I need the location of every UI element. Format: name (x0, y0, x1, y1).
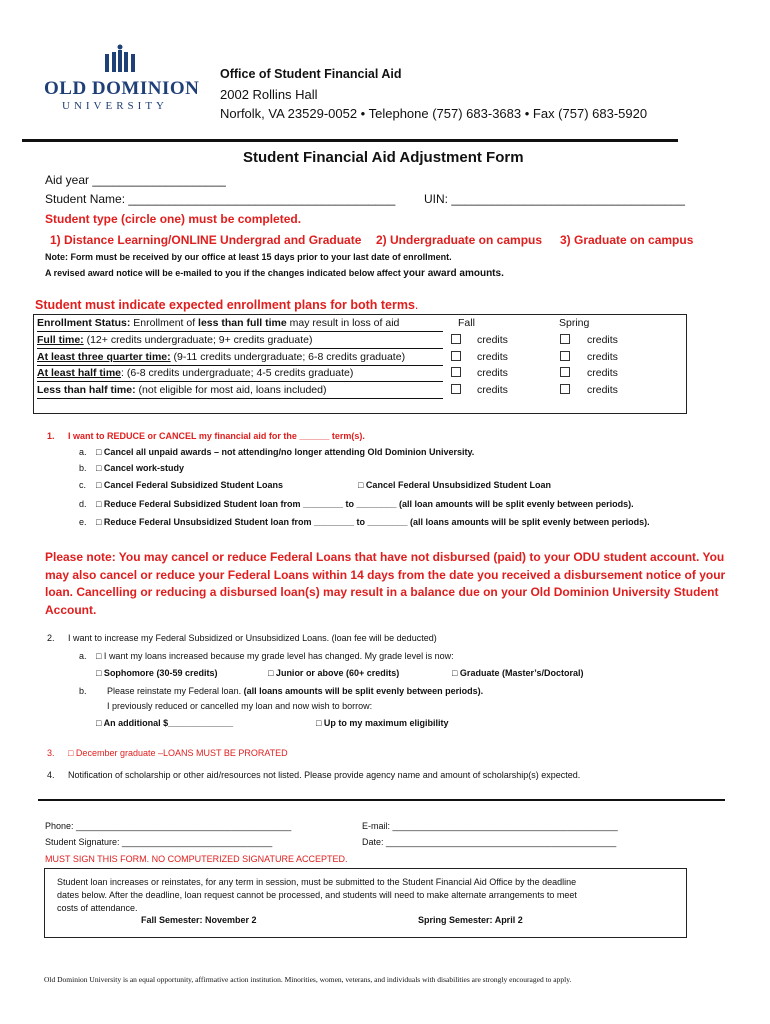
sophomore-option[interactable]: □ Sophomore (30-59 credits) (96, 668, 218, 678)
deadline-line-3: costs of attendance. (57, 903, 138, 913)
spring-column-header: Spring (559, 317, 590, 329)
signature-field[interactable]: Student Signature: ______________________________ (45, 837, 273, 847)
item-1e-letter: e. (79, 517, 87, 527)
item-4-number: 4. (47, 770, 55, 780)
item-1d-letter: d. (79, 499, 87, 509)
max-eligibility-option[interactable]: □ Up to my maximum eligibility (316, 718, 449, 728)
item-1a-letter: a. (79, 447, 87, 457)
reinstate-loan-text: Please reinstate my Federal loan. (all loans amounts will be split evenly between periods). (107, 686, 484, 696)
enrollment-row-three-quarter: At least three quarter time: (9-11 credits undergraduate; 6-8 credits graduate) (37, 351, 406, 363)
item-2-number: 2. (47, 633, 55, 643)
spring-checkbox-less-half[interactable] (560, 384, 573, 396)
scholarship-notification-text: Notification of scholarship or other aid/resources not listed. Please provide agency name and amount of scholarship(s) expected. (68, 770, 581, 780)
junior-option[interactable]: □ Junior or above (60+ credits) (268, 668, 400, 678)
reduce-subsidized-option[interactable]: □ Reduce Federal Subsidized Student loan from ________ to ________ (all loan amounts will be split evenly between periods). (96, 499, 634, 509)
please-note-line-4: Account. (45, 603, 97, 617)
student-type-option-3[interactable]: 3) Graduate on campus (560, 233, 694, 247)
item-1-number: 1. (47, 431, 55, 441)
reinstate-loan-text-2: I previously reduced or cancelled my loan and now wish to borrow: (107, 701, 373, 711)
enrollment-table (33, 314, 687, 414)
item-2-text: I want to increase my Federal Subsidized or Unsubsidized Loans. (loan fee will be deducted) (68, 633, 437, 643)
fall-checkbox-less-half[interactable] (451, 384, 464, 396)
fall-credits-three-quarter: credits (477, 351, 508, 363)
equal-opportunity-footer: Old Dominion University is an equal opportunity, affirmative action institution. Minorities, women, veterans, and individuals with disabilities are strongly encouraged to apply. (44, 975, 572, 984)
office-address: 2002 Rollins Hall (220, 87, 318, 102)
spring-credits-less-half: credits (587, 384, 618, 396)
additional-amount-option[interactable]: □ An additional $_____________ (96, 718, 234, 728)
student-name-field[interactable]: Student Name: ________________________________________ (45, 192, 396, 206)
item-1c-letter: c. (79, 480, 87, 490)
office-contact: Norfolk, VA 23529-0052 • Telephone (757) 683-3683 • Fax (757) 683-5920 (220, 106, 648, 121)
student-type-option-2[interactable]: 2) Undergraduate on campus (376, 233, 543, 247)
item-1b-letter: b. (79, 463, 87, 473)
section-divider (38, 799, 725, 801)
fall-checkbox-half[interactable] (451, 367, 464, 379)
item-2b-letter: b. (79, 686, 87, 696)
fall-credits-less-half: credits (477, 384, 508, 396)
row-underline-2 (37, 365, 443, 366)
cancel-all-awards-option[interactable]: □ Cancel all unpaid awards – not attending/no longer attending Old Dominion University. (96, 447, 475, 457)
enrollment-status-text: Enrollment Status: Enrollment of less than full time may result in loss of aid (37, 317, 400, 329)
spring-checkbox-half[interactable] (560, 367, 573, 379)
fall-column-header: Fall (458, 317, 475, 329)
fall-credits-half: credits (477, 367, 508, 379)
logo-subtitle: UNIVERSITY (62, 100, 168, 112)
email-field[interactable]: E-mail: _____________________________________________ (362, 821, 618, 831)
logo-wordmark: OLD DOMINION (44, 78, 200, 99)
spring-checkbox-three-quarter[interactable] (560, 351, 573, 363)
deadline-line-1: Student loan increases or reinstates, for any term in session, must be submitted to the Student Financial Aid Office by the deadline (57, 877, 577, 887)
row-underline-3 (37, 381, 443, 382)
spring-credits-full: credits (587, 334, 618, 346)
graduate-option[interactable]: □ Graduate (Master’s/Doctoral) (452, 668, 584, 678)
item-1-text: I want to REDUCE or CANCEL my financial aid for the ______ term(s). (68, 431, 365, 441)
cancel-unsubsidized-option[interactable]: □ Cancel Federal Unsubsidized Student Loan (358, 480, 551, 490)
phone-field[interactable]: Phone: ___________________________________________ (45, 821, 292, 831)
enrollment-heading: Student must indicate expected enrollment plans for both terms. (35, 298, 419, 312)
note-revised-award: A revised award notice will be e-mailed to you if the changes indicated below affect your award amounts. (45, 268, 504, 279)
header-rule (22, 139, 678, 142)
note-deadline: Note: Form must be received by our office at least 15 days prior to your last date of enrollment. (45, 252, 452, 262)
form-title: Student Financial Aid Adjustment Form (243, 149, 524, 166)
date-field[interactable]: Date: ______________________________________________ (362, 837, 617, 847)
spring-credits-half: credits (587, 367, 618, 379)
please-note-line-2: may also cancel or reduce your Federal Loans within 14 days from the date you received a disbursement notice of your (45, 568, 726, 582)
please-note-line-3: loan. Cancelling or reducing a disbursed loan(s) may result in a balance due on your Old Dominion University Student (45, 585, 719, 599)
office-name: Office of Student Financial Aid (220, 67, 402, 81)
fall-checkbox-full[interactable] (451, 334, 464, 346)
cancel-subsidized-option[interactable]: □ Cancel Federal Subsidized Student Loans (96, 480, 283, 490)
university-logo (44, 44, 200, 116)
spring-credits-three-quarter: credits (587, 351, 618, 363)
spring-deadline: Spring Semester: April 2 (418, 915, 523, 925)
please-note-line-1: Please note: You may cancel or reduce Federal Loans that have not disbursed (paid) to your ODU student account. You (45, 550, 725, 564)
december-graduate-option[interactable]: □ December graduate –LOANS MUST BE PRORATED (68, 748, 288, 758)
enrollment-row-half: At least half time: (6-8 credits undergraduate; 4-5 credits graduate) (37, 367, 354, 379)
row-underline-1 (37, 348, 443, 349)
grade-level-changed-option[interactable]: □ I want my loans increased because my grade level has changed. My grade level is now: (96, 651, 454, 661)
row-underline-4 (37, 398, 443, 399)
must-sign-warning: MUST SIGN THIS FORM. NO COMPUTERIZED SIGNATURE ACCEPTED. (45, 854, 348, 864)
item-2a-letter: a. (79, 651, 87, 661)
student-type-heading: Student type (circle one) must be completed. (45, 212, 302, 226)
reduce-unsubsidized-option[interactable]: □ Reduce Federal Unsubsidized Student loan from ________ to ________ (all loans amounts will be split evenly between periods). (96, 517, 650, 527)
fall-checkbox-three-quarter[interactable] (451, 351, 464, 363)
item-3-number: 3. (47, 748, 55, 758)
fall-deadline: Fall Semester: November 2 (141, 915, 257, 925)
deadline-line-2: dates below. After the deadline, loan request cannot be processed, and students will need to make alternate arrangements to meet (57, 890, 577, 900)
cancel-work-study-option[interactable]: □ Cancel work-study (96, 463, 184, 473)
fall-credits-full: credits (477, 334, 508, 346)
crown-icon (102, 44, 138, 74)
uin-field[interactable]: UIN: ___________________________________ (424, 192, 685, 206)
student-type-option-1[interactable]: 1) Distance Learning/ONLINE Undergrad and Graduate (50, 233, 362, 247)
enrollment-row-full: Full time: (12+ credits undergraduate; 9+ credits graduate) (37, 334, 313, 346)
aid-year-field[interactable]: Aid year ____________________ (45, 173, 226, 187)
enrollment-row-less-half: Less than half time: (not eligible for most aid, loans included) (37, 384, 327, 396)
enrollment-status-rule (37, 331, 443, 332)
spring-checkbox-full[interactable] (560, 334, 573, 346)
